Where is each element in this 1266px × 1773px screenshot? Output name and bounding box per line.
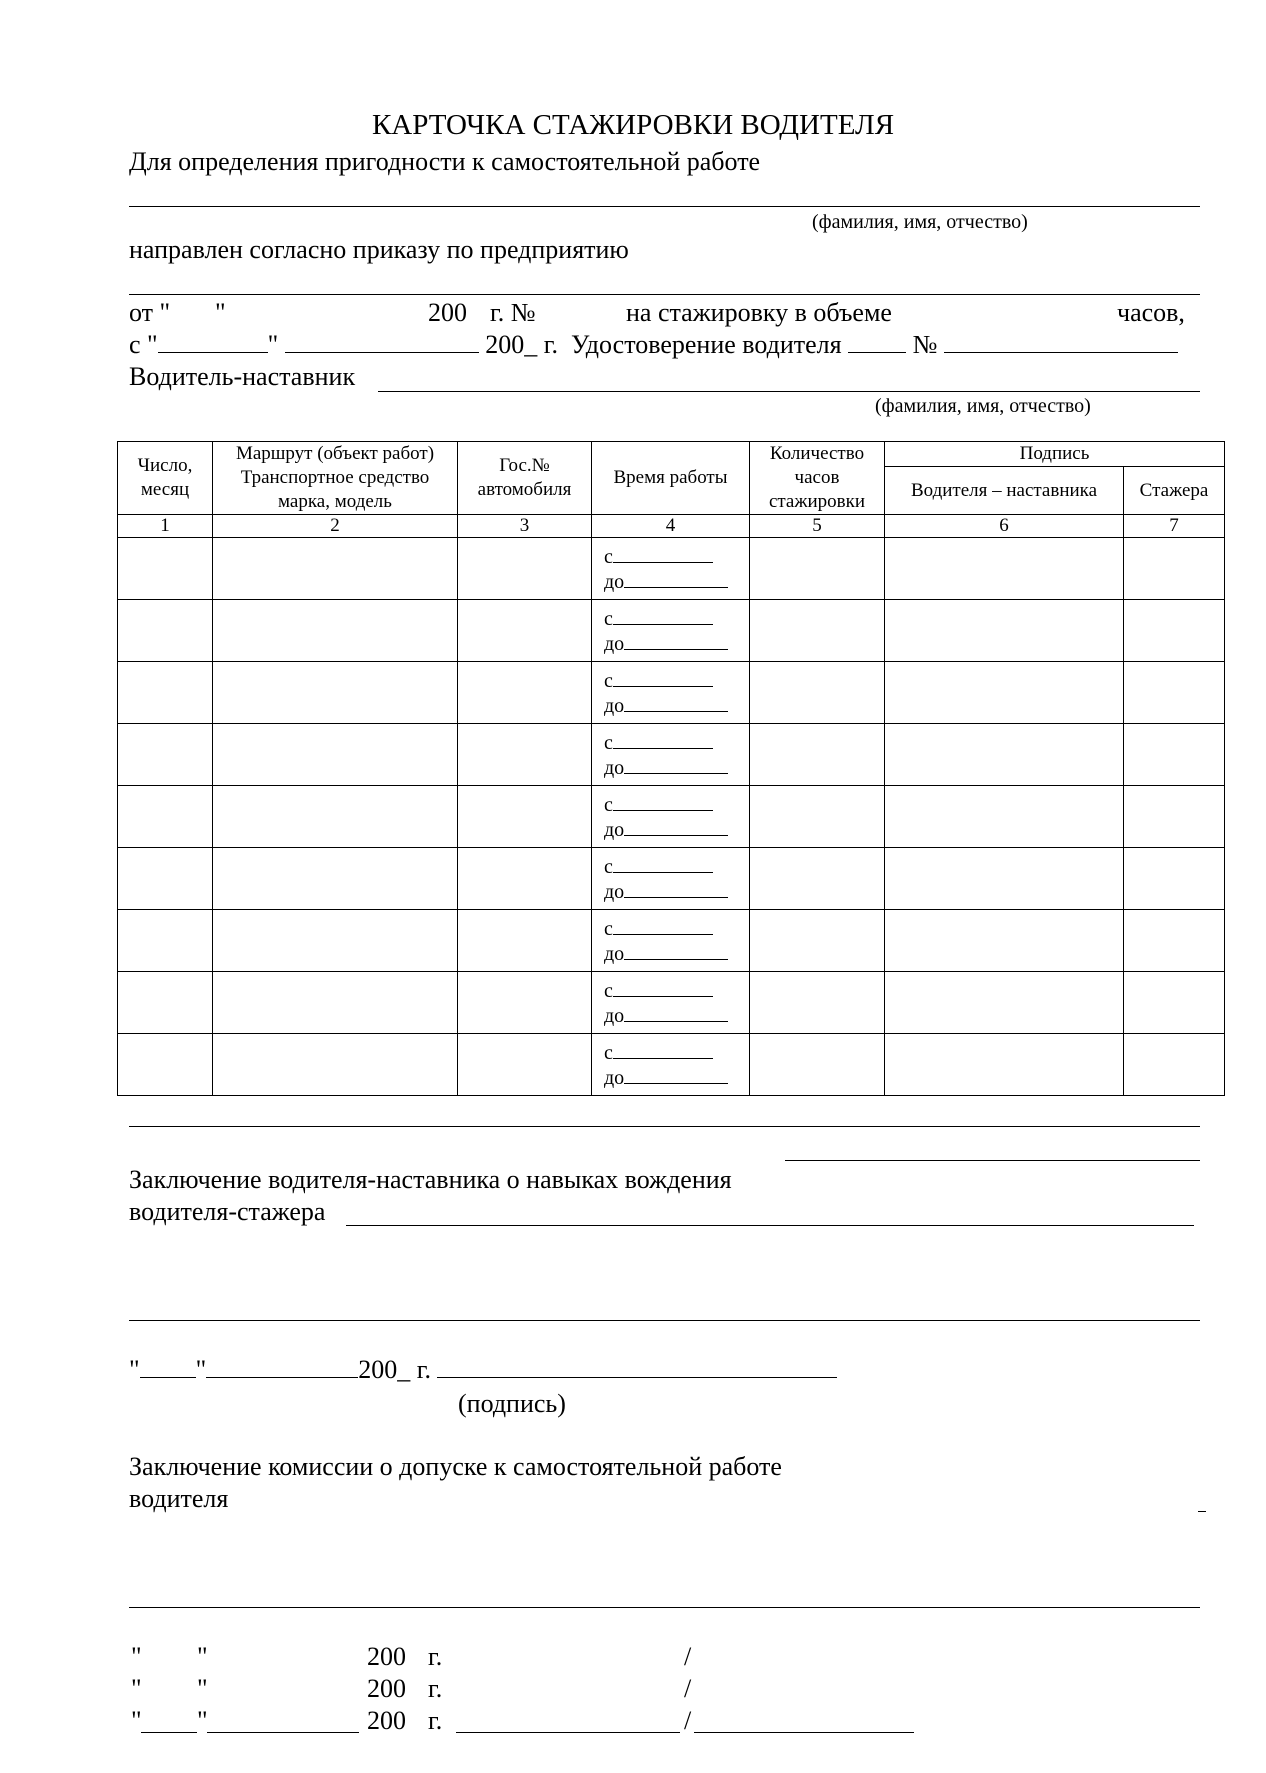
work-time-cell[interactable] [592, 786, 750, 848]
header-signature: Подпись [885, 442, 1225, 467]
mentor-conclusion-line-2: водителя-стажера [129, 1197, 326, 1226]
license-number-field[interactable] [944, 330, 1178, 353]
trainee-signature-cell[interactable] [1124, 662, 1225, 724]
trainee-signature-cell[interactable] [1124, 910, 1225, 972]
intro-line-2: направлен согласно приказу по предприятию [129, 235, 629, 264]
table-row [118, 910, 1225, 972]
signature-month-field[interactable] [206, 1355, 358, 1378]
fio-line[interactable] [129, 206, 1200, 207]
mentor-conclusion-field[interactable] [346, 1225, 1194, 1226]
col-number: 5 [750, 515, 885, 538]
time-to-label: до [604, 632, 625, 655]
trainee-signature-cell[interactable] [1124, 786, 1225, 848]
time-from [604, 668, 749, 693]
mentor-signature-cell[interactable] [885, 662, 1124, 724]
license-text: Удостоверение водителя [571, 330, 842, 359]
route-cell[interactable] [213, 538, 458, 600]
work-time-cell[interactable] [592, 848, 750, 910]
notes-line-2[interactable] [785, 1160, 1200, 1161]
date-cell[interactable] [118, 786, 213, 848]
time-from-field[interactable] [613, 854, 713, 873]
signature-date-prefix: " [129, 1355, 140, 1384]
year: 200 [367, 1706, 406, 1735]
hours-cell[interactable] [750, 786, 885, 848]
time-to [604, 693, 749, 718]
time-from-label: с [604, 979, 613, 1002]
route-cell[interactable] [213, 786, 458, 848]
route-cell[interactable] [213, 724, 458, 786]
hours-cell[interactable] [750, 538, 885, 600]
table-row [118, 972, 1225, 1034]
table-row [118, 600, 1225, 662]
license-number-sign: № [912, 330, 938, 359]
quote-close: " [197, 1642, 208, 1671]
table-row [118, 786, 1225, 848]
time-from [604, 978, 749, 1003]
route-cell[interactable] [213, 848, 458, 910]
order-from-prefix: от " [129, 298, 171, 327]
time-from-field[interactable] [613, 668, 713, 687]
trainee-signature-cell[interactable] [1124, 972, 1225, 1034]
date-cell[interactable] [118, 848, 213, 910]
fio-caption: (фамилия, имя, отчество) [812, 211, 1028, 233]
time-to [604, 631, 749, 656]
day-field[interactable] [141, 1732, 197, 1733]
time-from-label: с [604, 607, 613, 630]
year-suffix: г. [428, 1706, 443, 1735]
mentor-signature-cell[interactable] [885, 910, 1124, 972]
time-from-label: с [604, 855, 613, 878]
plate-cell[interactable] [458, 1034, 592, 1096]
slash: / [684, 1674, 692, 1703]
since-line [129, 330, 1178, 360]
time-to-label: до [604, 942, 625, 965]
hours-cell[interactable] [750, 972, 885, 1034]
time-from-label: с [604, 917, 613, 940]
time-to [604, 941, 749, 966]
quote-open: " [131, 1642, 142, 1671]
license-series-field[interactable] [848, 330, 906, 353]
plate-cell[interactable] [458, 600, 592, 662]
time-to-field[interactable] [624, 755, 728, 774]
order-from-quote: " [215, 298, 226, 327]
year: 200 [367, 1674, 406, 1703]
time-to-field[interactable] [624, 817, 728, 836]
document-title: КАРТОЧКА СТАЖИРОВКИ ВОДИТЕЛЯ [371, 109, 895, 141]
order-hours: часов, [1117, 298, 1185, 327]
time-to-label: до [604, 1066, 625, 1089]
time-from-field[interactable] [613, 978, 713, 997]
time-from [604, 854, 749, 879]
time-to-field[interactable] [624, 1003, 728, 1022]
intro-line-1: Для определения пригодности к самостоятельной работе [129, 147, 761, 176]
route-cell[interactable] [213, 662, 458, 724]
date-cell[interactable] [118, 972, 213, 1034]
mentor-conclusion-line-3[interactable] [129, 1320, 1200, 1321]
col-number: 3 [458, 515, 592, 538]
time-from-label: с [604, 731, 613, 754]
header-plate: Гос.№ автомобиля [458, 442, 592, 515]
header-date: Число, месяц [118, 442, 213, 515]
date-cell[interactable] [118, 538, 213, 600]
mentor-signature-cell[interactable] [885, 786, 1124, 848]
name-field[interactable] [694, 1732, 914, 1733]
plate-cell[interactable] [458, 910, 592, 972]
route-cell[interactable] [213, 600, 458, 662]
year: 200 [367, 1642, 406, 1671]
col-number: 7 [1124, 515, 1225, 538]
time-to-label: до [604, 570, 625, 593]
commission-line-1: Заключение комиссии о допуске к самостоятельной работе [129, 1452, 782, 1481]
time-from [604, 1040, 749, 1065]
date-cell[interactable] [118, 662, 213, 724]
time-from-label: с [604, 669, 613, 692]
time-to-field[interactable] [624, 941, 728, 960]
signature-day-field[interactable] [140, 1355, 196, 1378]
table-body [118, 538, 1225, 1096]
time-from [604, 544, 749, 569]
work-time-cell[interactable] [592, 972, 750, 1034]
commission-mark [1198, 1511, 1206, 1512]
col-number: 6 [885, 515, 1124, 538]
time-from-field[interactable] [613, 1040, 713, 1059]
signature-year: 200_ г. [358, 1355, 431, 1384]
header-sig-trainee: Стажера [1124, 467, 1225, 515]
time-to [604, 817, 749, 842]
plate-cell[interactable] [458, 724, 592, 786]
col-number: 2 [213, 515, 458, 538]
mentor-signature-cell[interactable] [885, 538, 1124, 600]
plate-cell[interactable] [458, 662, 592, 724]
plate-cell[interactable] [458, 538, 592, 600]
work-time-cell[interactable] [592, 600, 750, 662]
time-from-label: с [604, 1041, 613, 1064]
time-from [604, 916, 749, 941]
mentor-label: Водитель-наставник [129, 362, 356, 391]
commission-field[interactable] [129, 1607, 1200, 1608]
work-time-cell[interactable] [592, 662, 750, 724]
time-to-field[interactable] [624, 631, 728, 650]
time-to [604, 879, 749, 904]
quote-close: " [197, 1674, 208, 1703]
work-time-cell[interactable] [592, 724, 750, 786]
mentor-signature-cell[interactable] [885, 724, 1124, 786]
time-to [604, 1065, 749, 1090]
slash: / [684, 1642, 692, 1671]
col-number: 4 [592, 515, 750, 538]
signature-field[interactable] [437, 1355, 837, 1378]
slash: / [684, 1706, 692, 1735]
time-to [604, 569, 749, 594]
time-to-label: до [604, 756, 625, 779]
order-year: 200 [428, 298, 467, 327]
time-to [604, 1003, 749, 1028]
time-to-label: до [604, 818, 625, 841]
plate-cell[interactable] [458, 848, 592, 910]
date-cell[interactable] [118, 724, 213, 786]
year-suffix: г. [428, 1674, 443, 1703]
year-suffix: г. [428, 1642, 443, 1671]
date-cell[interactable] [118, 910, 213, 972]
col-number: 1 [118, 515, 213, 538]
route-cell[interactable] [213, 1034, 458, 1096]
time-to-label: до [604, 880, 625, 903]
month-field[interactable] [207, 1732, 359, 1733]
signature-field[interactable] [456, 1732, 680, 1733]
table-row [118, 538, 1225, 600]
table-row [118, 662, 1225, 724]
table-row [118, 1034, 1225, 1096]
time-from-label: с [604, 545, 613, 568]
date-cell[interactable] [118, 600, 213, 662]
time-to-field[interactable] [624, 693, 728, 712]
trainee-signature-cell[interactable] [1124, 1034, 1225, 1096]
time-to [604, 755, 749, 780]
quote-open: " [131, 1674, 142, 1703]
since-prefix: с " [129, 330, 158, 359]
time-from-field[interactable] [613, 730, 713, 749]
work-time-cell[interactable] [592, 910, 750, 972]
trainee-signature-cell[interactable] [1124, 538, 1225, 600]
plate-cell[interactable] [458, 972, 592, 1034]
time-from-field[interactable] [613, 916, 713, 935]
header-route: Маршрут (объект работ) Транспортное средство марка, модель [213, 442, 458, 515]
hours-cell[interactable] [750, 848, 885, 910]
quote-open: " [131, 1706, 142, 1735]
signature-caption: (подпись) [458, 1389, 566, 1418]
since-year: 200_ г. [485, 330, 559, 359]
time-to-field[interactable] [624, 879, 728, 898]
hours-cell[interactable] [750, 1034, 885, 1096]
time-from [604, 730, 749, 755]
trainee-signature-cell[interactable] [1124, 848, 1225, 910]
time-from [604, 606, 749, 631]
mentor-signature-cell[interactable] [885, 848, 1124, 910]
mentor-conclusion-line-1: Заключение водителя-наставника о навыках вождения [129, 1165, 732, 1194]
time-from-field[interactable] [613, 606, 713, 625]
notes-line-1[interactable] [129, 1126, 1200, 1127]
route-cell[interactable] [213, 910, 458, 972]
route-cell[interactable] [213, 972, 458, 1034]
since-day-field[interactable] [158, 330, 268, 353]
mentor-signature-cell[interactable] [885, 1034, 1124, 1096]
header-work-time: Время работы [592, 442, 750, 515]
since-quote: " [267, 330, 279, 359]
work-time-cell[interactable] [592, 538, 750, 600]
header-hours: Количество часов стажировки [750, 442, 885, 515]
time-from-field[interactable] [613, 792, 713, 811]
order-volume-text: на стажировку в объеме [626, 298, 892, 327]
trainee-signature-cell[interactable] [1124, 600, 1225, 662]
since-month-field[interactable] [285, 330, 479, 353]
date-cell[interactable] [118, 1034, 213, 1096]
commission-line-2: водителя [129, 1484, 229, 1513]
hours-cell[interactable] [750, 910, 885, 972]
plate-cell[interactable] [458, 786, 592, 848]
header-sig-mentor: Водителя – наставника [885, 467, 1124, 515]
order-year-suffix: г. № [490, 298, 536, 327]
trainee-signature-cell[interactable] [1124, 724, 1225, 786]
internship-table [117, 441, 1225, 1096]
table-row [118, 848, 1225, 910]
time-from [604, 792, 749, 817]
hours-cell[interactable] [750, 600, 885, 662]
time-from-label: с [604, 793, 613, 816]
mentor-fio-line[interactable] [378, 391, 1200, 392]
signature-date-mid: " [195, 1355, 207, 1384]
hours-cell[interactable] [750, 724, 885, 786]
mentor-signature-cell[interactable] [885, 972, 1124, 1034]
mentor-signature-cell[interactable] [885, 600, 1124, 662]
table-row [118, 724, 1225, 786]
order-line[interactable] [129, 294, 1200, 295]
hours-cell[interactable] [750, 662, 885, 724]
work-time-cell[interactable] [592, 1034, 750, 1096]
time-to-field[interactable] [624, 1065, 728, 1084]
time-to-field[interactable] [624, 569, 728, 588]
quote-close: " [197, 1706, 208, 1735]
signature-date-line [129, 1355, 837, 1385]
time-to-label: до [604, 1004, 625, 1027]
mentor-fio-caption: (фамилия, имя, отчество) [875, 395, 1091, 417]
time-to-label: до [604, 694, 625, 717]
time-from-field[interactable] [613, 544, 713, 563]
